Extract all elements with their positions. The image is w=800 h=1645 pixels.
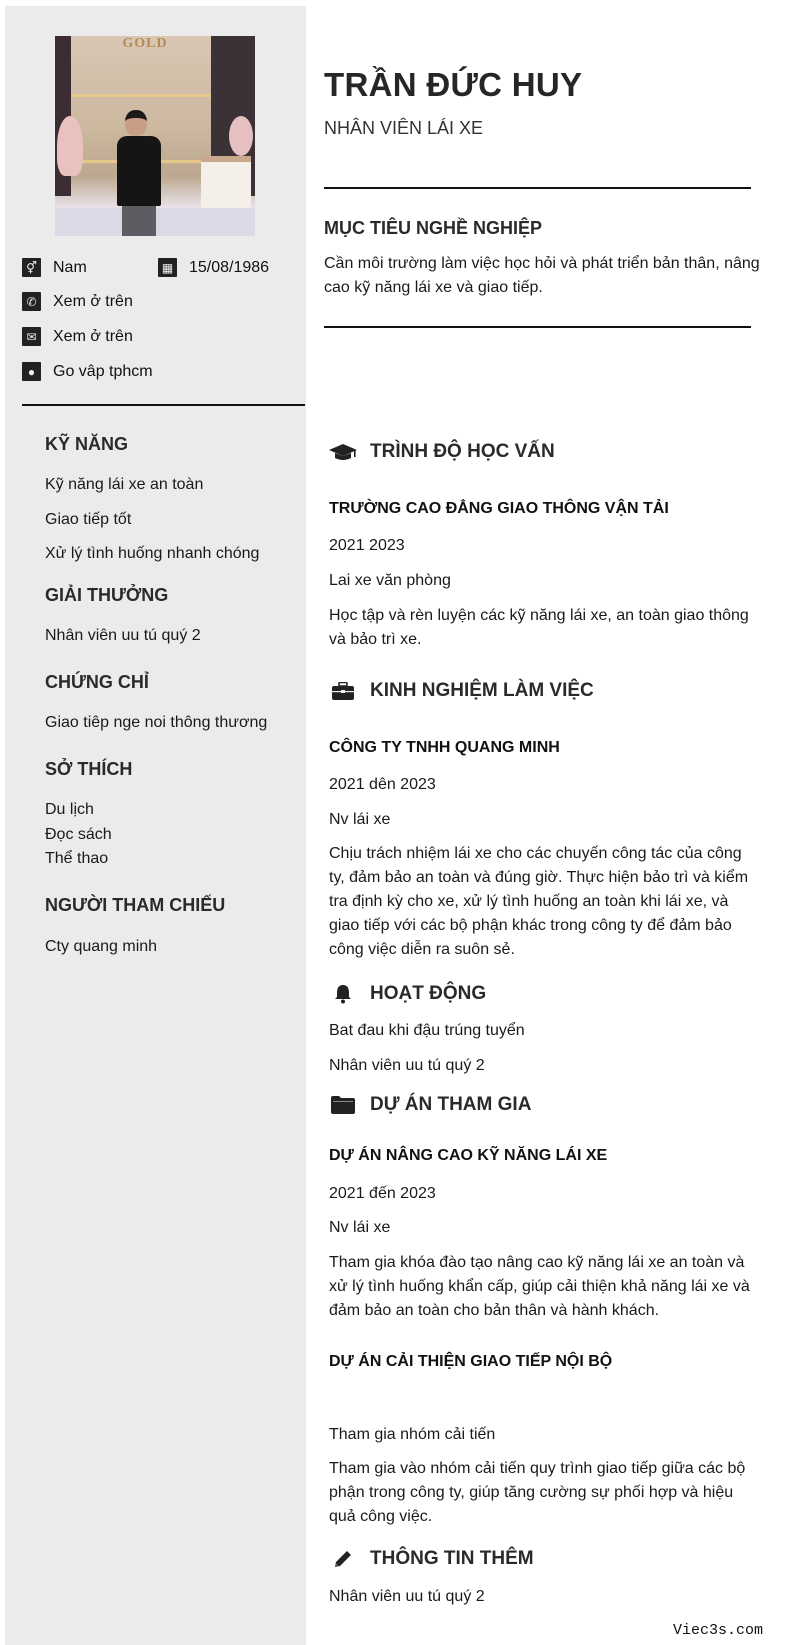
awards-title: GIẢI THƯỞNG: [45, 585, 169, 605]
project-role: Tham gia nhóm cải tiến: [329, 1426, 496, 1443]
references-title: NGƯỜI THAM CHIẾU: [45, 895, 226, 915]
photo-stripe: [71, 94, 211, 97]
candidate-role: NHÂN VIÊN LÁI XE: [324, 118, 484, 138]
reference-item: Cty quang minh: [45, 938, 158, 955]
location-pin-icon: ●: [22, 362, 41, 381]
photo-flowers: [229, 116, 253, 156]
briefcase-icon: [329, 681, 357, 701]
photo-person-head: [125, 110, 147, 136]
pencil-icon: [329, 1549, 357, 1569]
experience-position: Nv lái xe: [329, 811, 391, 828]
activity-item: Nhân viên uu tú quý 2: [329, 1057, 485, 1074]
activities-section-header: [329, 983, 486, 1005]
gender-icon: ⚥: [22, 258, 41, 277]
email-value: Xem ở trên: [53, 327, 133, 345]
education-period: 2021 2023: [329, 537, 405, 554]
contact-gender: [22, 258, 87, 277]
watermark: Viec3s.com: [673, 1622, 764, 1639]
additional-text: Nhân viên uu tú quý 2: [329, 1588, 485, 1605]
contact-address: [22, 362, 153, 381]
photo-flowers: [57, 116, 83, 176]
experience-company: CÔNG TY TNHH QUANG MINH: [329, 739, 560, 756]
education-school: TRƯỜNG CAO ĐẲNG GIAO THÔNG VẬN TẢI: [329, 500, 669, 517]
activity-item: Bat đau khi đậu trúng tuyển: [329, 1022, 525, 1039]
hobby-item: Du lịch: [45, 801, 94, 818]
project-name: DỰ ÁN NÂNG CAO KỸ NĂNG LÁI XE: [329, 1147, 608, 1164]
project-period: 2021 đến 2023: [329, 1185, 436, 1202]
projects-section-header: [329, 1094, 531, 1116]
education-description: Học tập và rèn luyện các kỹ năng lái xe, an toàn giao thông và bảo trì xe.: [329, 607, 749, 648]
hobby-item: Đọc sách: [45, 826, 112, 843]
activities-title: HOẠT ĐỘNG: [370, 983, 487, 1004]
contact-email: [22, 327, 133, 346]
gender-value: Nam: [53, 258, 87, 276]
objective-text: Cần môi trường làm việc học hỏi và phát triển bản thân, nâng cao kỹ năng lái xe và giao tiếp.: [324, 255, 760, 296]
header-divider: [324, 187, 751, 189]
contact-phone: [22, 292, 133, 311]
projects-title: DỰ ÁN THAM GIA: [370, 1094, 532, 1115]
calendar-icon: ▦: [158, 258, 177, 277]
photo-sign: GOLD: [122, 36, 168, 51]
certificates-title: CHỨNG CHỈ: [45, 672, 149, 692]
profile-photo: [55, 36, 255, 236]
project-description: Tham gia vào nhóm cải tiến quy trình giao tiếp giữa các bộ phận trong công ty, giúp tăng cường sự phối hợp và hiệu quả công việc.: [329, 1460, 746, 1525]
phone-icon: ✆: [22, 292, 41, 311]
skill-item: Xử lý tình huống nhanh chóng: [45, 545, 260, 562]
skills-title: KỸ NĂNG: [45, 434, 129, 454]
education-title: TRÌNH ĐỘ HỌC VẤN: [370, 441, 555, 462]
additional-section-header: [329, 1548, 534, 1570]
education-section-header: [329, 441, 555, 463]
project-description: Tham gia khóa đào tạo nâng cao kỹ năng lái xe an toàn và xử lý tình huống khẩn cấp, giúp cải thiện khả năng lái xe và đảm bảo an toàn cho bản thân và hành khách.: [329, 1254, 750, 1319]
skill-item: Giao tiếp tốt: [45, 511, 132, 528]
hobby-item: Thể thao: [45, 850, 109, 867]
contact-birthday: [158, 258, 269, 277]
address-value: Go vâp tphcm: [53, 362, 153, 380]
project-name: DỰ ÁN CẢI THIỆN GIAO TIẾP NỘI BỘ: [329, 1353, 613, 1370]
photo-person-body: [117, 136, 161, 206]
photo-person-legs: [122, 206, 156, 236]
additional-title: THÔNG TIN THÊM: [370, 1548, 534, 1569]
objective-title: MỤC TIÊU NGHỀ NGHIỆP: [324, 218, 543, 238]
email-icon: ✉: [22, 327, 41, 346]
phone-value: Xem ở trên: [53, 292, 133, 310]
graduation-cap-icon: [329, 442, 357, 462]
experience-period: 2021 dên 2023: [329, 776, 436, 793]
folder-icon: [329, 1095, 357, 1115]
certificate-item: Giao tiêp nge noi thông thương: [45, 714, 268, 731]
objective-divider: [324, 326, 751, 328]
project-role: Nv lái xe: [329, 1219, 391, 1236]
skill-item: Kỹ năng lái xe an toàn: [45, 476, 204, 493]
experience-section-header: [329, 680, 594, 702]
experience-title: KINH NGHIỆM LÀM VIỆC: [370, 680, 594, 701]
sidebar-divider: [22, 404, 305, 406]
experience-description: Chịu trách nhiệm lái xe cho các chuyến công tác của công ty, đảm bảo an toàn và đúng giờ. Thực hiện bảo trì và kiểm tra định kỳ cho xe, xử lý tình huống an toàn khi lái xe, và giao tiếp với các bộ phận khác trong công ty để đảm bảo công việc diễn ra suôn sẻ.: [329, 845, 749, 958]
bell-icon: [329, 984, 357, 1004]
hobbies-title: SỞ THÍCH: [45, 759, 133, 779]
photo-cake: [201, 156, 251, 216]
birthday-value: 15/08/1986: [189, 258, 270, 276]
award-item: Nhân viên uu tú quý 2: [45, 627, 201, 644]
education-major: Lai xe văn phòng: [329, 572, 451, 589]
candidate-name: TRẦN ĐỨC HUY: [324, 66, 583, 103]
